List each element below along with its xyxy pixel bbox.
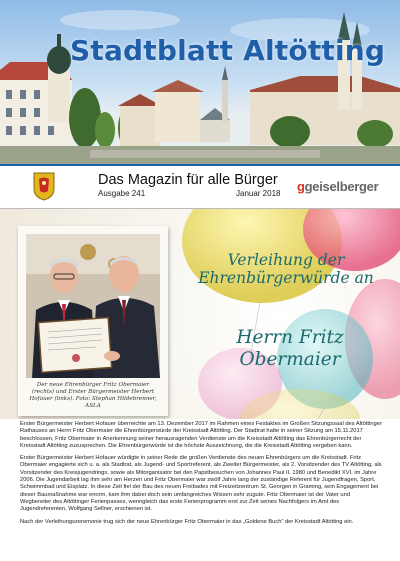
header-divider xyxy=(0,164,400,166)
photo-frame xyxy=(18,226,168,416)
article-body xyxy=(20,421,382,531)
award-photo xyxy=(26,234,160,378)
issue-number: Ausgabe 241 xyxy=(98,189,146,198)
publisher-logo-text: geiselberger xyxy=(304,179,379,194)
magazine-tagline: Das Magazin für alle Bürger xyxy=(98,172,278,188)
article-paragraph: Erster Bürgermeister Herbert Hofauer würdigte in seiner Rede die großen Verdienste des neuen Ehrenbürgers um die Kreisstadt. Fritz Obermaier engagierte sich u. a. als Stadtrat, als Jugend- und Sportreferent, als Zweiter Bürgermeister, als 2. Vorsitzender des TV Altötting, als Vorsitzender des Kreisjugendrings, sowie als Mitorganisator bei den Papstbesuchen von Johannes Paul II. 1980 und Benedikt XVI. im Jahre 2006. Die Jugendarbeit lag ihm sehr am Herzen und Fritz Obermaier war zwölf Jahre lang der zuständige Referent für Jugendfragen, Sport, Schwimmbad und Eisplatz. In diese Zeit fiel der Bau des neuen Freibades mit Freizeitzentrum St. Georgen in Graming, sein Engagement bei dieser Baumaßnahme war enorm, kam ihm dabei doch sein umfangreiches Wissen sehr zugute. Fritz Obermaier ist der Vater und Wegbereiter des Altöttinger Ferienpasses, wenngleich das erste Ferienprogramm erst zur Zeit seines Nachfolgers im Amt des Jugendreferenten, Wolfgang Sellner, erschienen ist. xyxy=(20,455,382,513)
photo-caption: Der neue Ehrenbürger Fritz Obermaier (rechts) und Erster Bürgermeister Herbert Hofauer (links). Foto: Stephan Hildebrenner, ASLA xyxy=(29,382,157,409)
feature-headline-1: Verleihung der Ehrenbürgerwürde an xyxy=(198,251,374,287)
header-photo xyxy=(0,0,400,164)
town-square-illustration xyxy=(0,0,400,164)
masthead-title: Stadtblatt Altötting xyxy=(70,34,386,67)
feature-headline-2: Herrn Fritz Obermaier xyxy=(236,327,344,370)
publisher-logo xyxy=(297,179,378,194)
issue-date: Januar 2018 xyxy=(236,189,281,198)
publisher-logo-mark: g xyxy=(297,179,305,194)
town-crest-icon xyxy=(32,171,56,201)
article-paragraph: Nach der Verleihungszeremonie trug sich der neue Ehrenbürger Fritz Obermaier in das „Goldene Buch“ der Kreisstadt Altötting ein. xyxy=(20,518,354,525)
article-paragraph: Erster Bürgermeister Herbert Hofauer überreichte am 13. Dezember 2017 im Rahmen eines Festaktes im Großen Sitzungssaal des Altöttinger Rathauses an Herrn Fritz Obermaier die Ehrenbürgerwürde der Kreisstadt Altötting. Der Stadtrat hatte in seiner Sitzung am 15.11.2017 beschlossen, Fritz Obermaier in Anerkennung seiner herausragenden Verdienste um die Kreisstadt Altötting das Ehrenbürgerrecht der Kreisstadt Altötting zuzusprechen. Die Ehrenbürgerwürde ist die höchste Auszeichnung, die die Kreisstadt Altötting vergeben kann. xyxy=(20,421,382,449)
two-men-with-certificate-image xyxy=(26,234,160,378)
feature-section xyxy=(0,209,400,419)
